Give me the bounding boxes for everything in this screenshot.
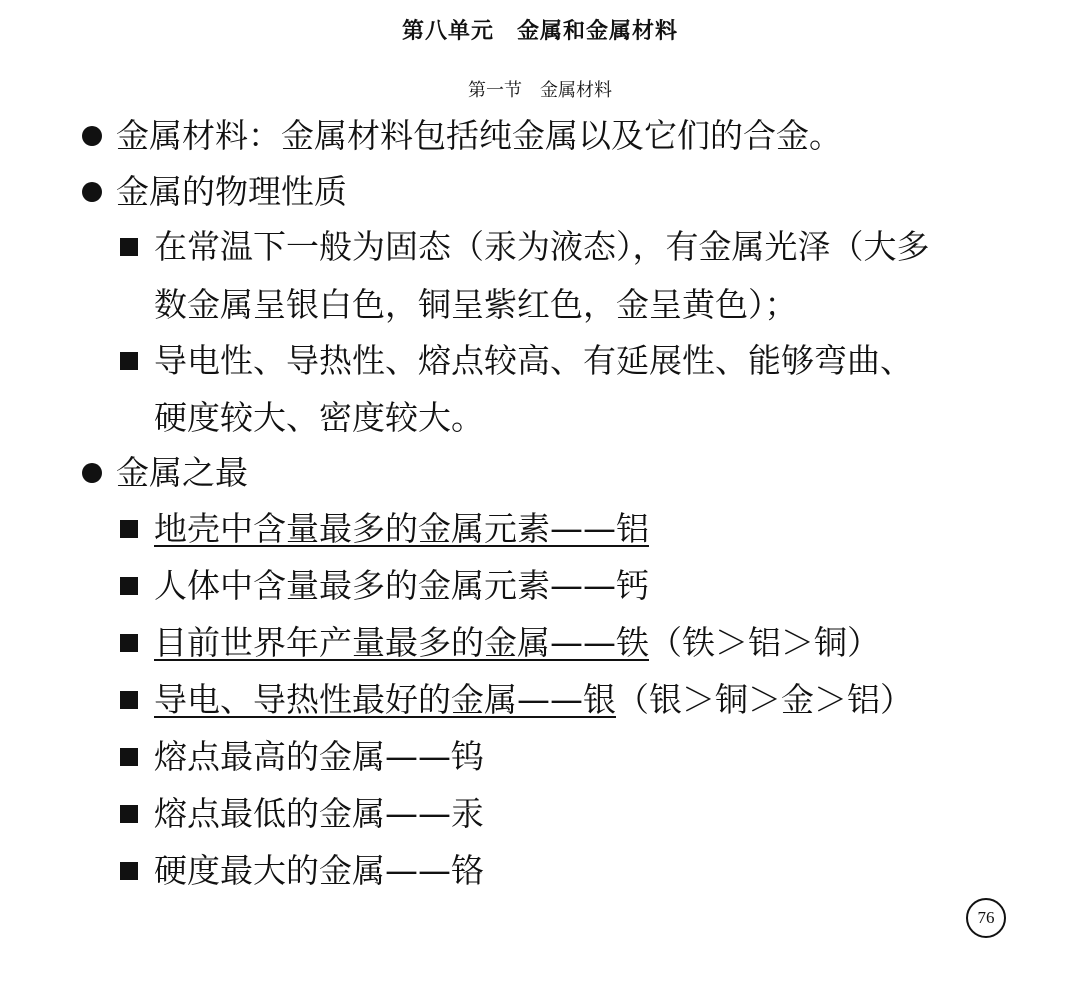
property-conductivity-line1: 导电性、导热性、熔点较高、有延展性、能够弯曲、 — [154, 341, 913, 380]
record-lowest-melting-mercury — [154, 794, 484, 834]
record-crust-aluminum — [154, 509, 649, 549]
bullet-square — [120, 805, 138, 823]
record-production-iron — [154, 623, 880, 663]
record-text: 人体中含量最多的金属元素——钙 — [154, 566, 649, 605]
bullet-square — [120, 634, 138, 652]
bullet-square — [120, 577, 138, 595]
metal-materials-definition: 金属材料：金属材料包括纯金属以及它们的合金。 — [116, 116, 842, 155]
bullet-square — [120, 520, 138, 538]
section-title: 第一节 金属材料 — [468, 80, 612, 101]
property-conductivity-line2: 硬度较大、密度较大。 — [154, 398, 484, 437]
bullet-square — [120, 352, 138, 370]
metal-records-heading: 金属之最 — [116, 453, 248, 492]
record-conductivity-silver — [154, 680, 913, 720]
record-text: 导电、导热性最好的金属——银 — [154, 680, 616, 719]
page-number: 76 — [966, 898, 1006, 938]
physical-properties-heading: 金属的物理性质 — [116, 172, 347, 211]
record-text: 地壳中含量最多的金属元素——铝 — [154, 509, 649, 548]
record-highest-melting-tungsten — [154, 737, 484, 777]
record-text: 硬度最大的金属——铬 — [154, 851, 484, 890]
record-order: （铁＞铝＞铜） — [649, 623, 880, 662]
bullet-dot — [82, 463, 102, 483]
record-text: 目前世界年产量最多的金属——铁 — [154, 623, 649, 662]
bullet-square — [120, 748, 138, 766]
bullet-square — [120, 691, 138, 709]
property-state-line1: 在常温下一般为固态（汞为液态），有金属光泽（大多 — [154, 227, 930, 266]
bullet-square — [120, 862, 138, 880]
bullet-square — [120, 238, 138, 256]
record-order: （银＞铜＞金＞铝） — [616, 680, 913, 719]
record-text: 熔点最低的金属——汞 — [154, 794, 484, 833]
record-hardest-chromium — [154, 851, 484, 891]
unit-title: 第八单元 金属和金属材料 — [401, 19, 678, 44]
bullet-dot — [82, 182, 102, 202]
bullet-dot — [82, 126, 102, 146]
property-state-line2: 数金属呈银白色，铜呈紫红色，金呈黄色）； — [154, 285, 798, 324]
record-text: 熔点最高的金属——钨 — [154, 737, 484, 776]
record-body-calcium — [154, 566, 649, 606]
